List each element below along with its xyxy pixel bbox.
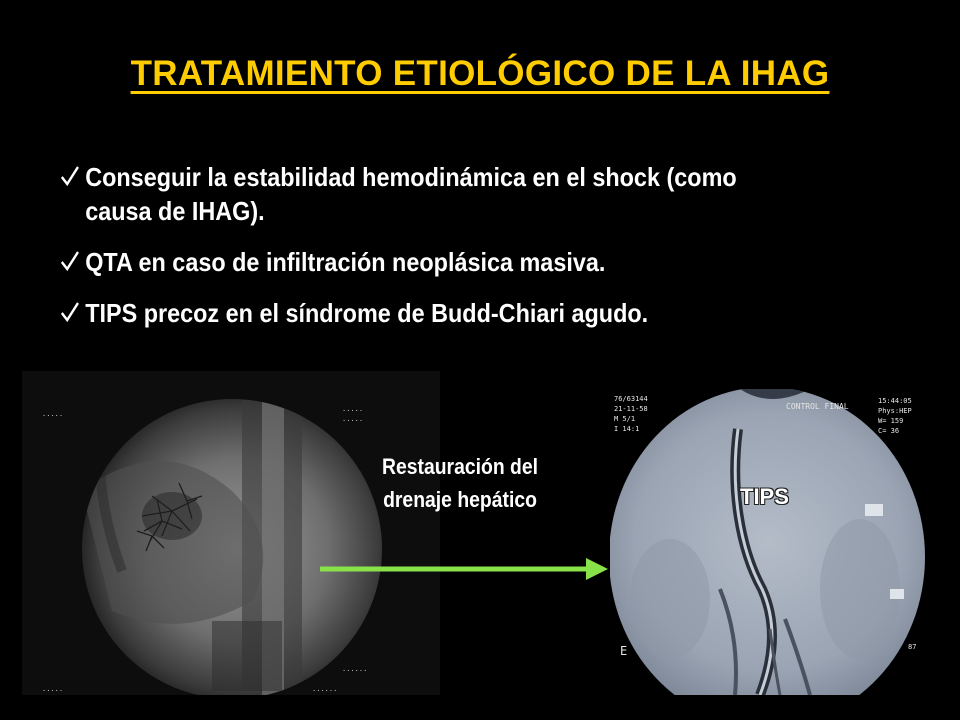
svg-text:15:44:05: 15:44:05 <box>878 397 912 405</box>
bullet-item <box>60 245 960 279</box>
arrow-right-icon <box>318 551 610 587</box>
svg-text:W= 159: W= 159 <box>878 417 904 425</box>
check-icon <box>60 164 80 188</box>
svg-text:.....: ..... <box>342 405 364 413</box>
xray-pre-treatment-image <box>22 371 440 695</box>
svg-text:Phys:HEP: Phys:HEP <box>878 407 912 415</box>
bullet-item <box>60 160 960 228</box>
bullet-text: QTA en caso de infiltración neoplásica masiva. <box>85 247 606 277</box>
bullet-text-cont: causa de IHAG). <box>85 196 265 226</box>
bullet-text: Conseguir la estabilidad hemodinámica en el shock (como <box>85 162 737 192</box>
svg-text:21-11-58: 21-11-58 <box>614 405 648 413</box>
bullet-list <box>60 160 940 347</box>
check-icon <box>60 249 80 273</box>
svg-text:76/63144: 76/63144 <box>614 395 648 403</box>
svg-text:I 14:1: I 14:1 <box>614 425 640 433</box>
caption-line-2: drenaje hepático <box>383 487 537 512</box>
check-icon <box>60 300 80 324</box>
svg-text:M 5/1: M 5/1 <box>614 415 636 423</box>
tips-label: TIPS <box>740 484 789 509</box>
svg-text:.....: ..... <box>42 410 64 418</box>
svg-text:E: E <box>620 644 628 658</box>
xray-overlay-text: CONTROL FINAL <box>786 402 849 411</box>
svg-text:......: ...... <box>342 665 368 673</box>
svg-text:.....: ..... <box>42 685 64 693</box>
caption-line-1: Restauración del <box>381 454 539 479</box>
svg-text:C= 36: C= 36 <box>878 427 900 435</box>
svg-text:87: 87 <box>908 643 917 651</box>
svg-text:.....: ..... <box>342 415 364 423</box>
angiography-tips-image <box>610 389 928 695</box>
svg-text:......: ...... <box>312 685 338 693</box>
bullet-item <box>60 296 960 330</box>
bullet-text: TIPS precoz en el síndrome de Budd-Chiari agudo. <box>85 298 649 328</box>
slide-title-text: TRATAMIENTO ETIOLÓGICO DE LA IHAG <box>130 54 830 93</box>
image-caption <box>330 450 590 516</box>
slide-title <box>0 54 960 94</box>
